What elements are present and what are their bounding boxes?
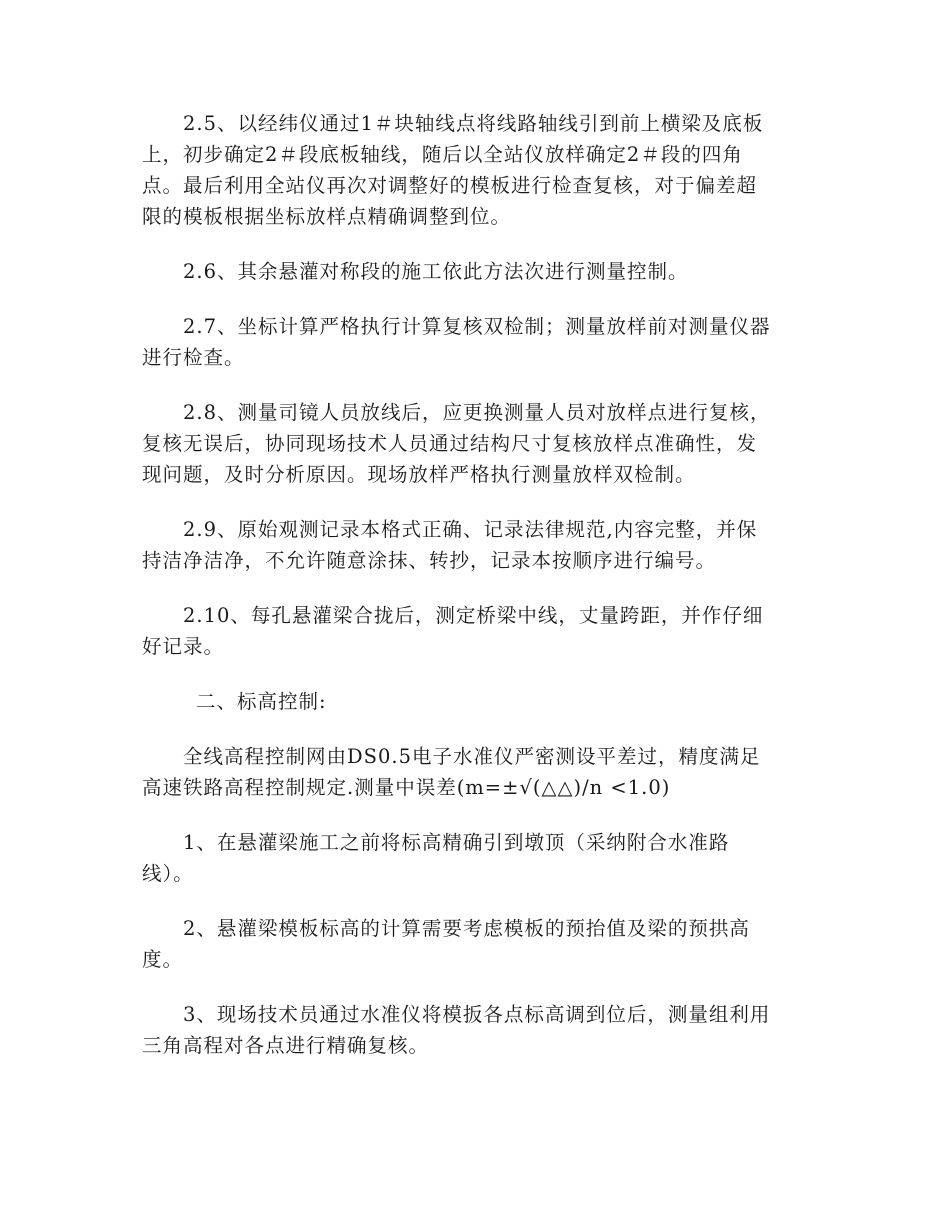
text-line: 全线高程控制网由DS0.5电子水准仪严密测设平差过，精度满足 xyxy=(183,745,761,768)
text-line: 2.7、坐标计算严格执行计算复核双检制；测量放样前对测量仪器 xyxy=(183,315,771,338)
text-line: 2.6、其余悬灌对称段的施工依此方法次进行测量控制。 xyxy=(183,260,689,283)
heading-text: 二、标高控制: xyxy=(196,690,327,713)
text-line: 3、现场技术员通过水准仪将模扳各点标高调到位后，测量组利用 xyxy=(183,1003,771,1026)
text-line: 上，初步确定2＃段底板轴线，随后以全站仪放样确定2＃段的四角 xyxy=(142,143,743,166)
text-line: 2.10、每孔悬灌梁合拢后，测定桥梁中线，丈量跨距，并作仔细 xyxy=(183,604,764,627)
paragraph-2-7 xyxy=(142,311,810,373)
text-line: 线）。 xyxy=(142,862,194,885)
text-line: 好记录。 xyxy=(142,635,225,658)
text-line: 进行检查。 xyxy=(142,346,245,369)
paragraph-item-1 xyxy=(142,827,810,889)
paragraph-2-9 xyxy=(142,514,810,576)
text-line: 2.8、测量司镜人员放线后，应更换测量人员对放样点进行复核， xyxy=(183,401,771,424)
text-line: 2.5、以经纬仪通过1＃块轴线点将线路轴线引到前上横梁及底板 xyxy=(183,112,764,135)
text-line: 复核无误后，协同现场技术人员通过结构尺寸复核放样点准确性，发 xyxy=(142,432,758,455)
text-line: 2、悬灌梁模板标高的计算需要考虑模板的预抬值及梁的预拱高 xyxy=(183,917,750,940)
text-line: 高速铁路高程控制规定.测量中误差(m=±√(△△)/n <1.0) xyxy=(142,776,671,799)
text-line: 限的模板根据坐标放样点精确调整到位。 xyxy=(142,205,512,228)
text-line: 现问题，及时分析原因。现场放样严格执行测量放样双检制。 xyxy=(142,463,696,486)
paragraph-2-8 xyxy=(142,397,810,490)
paragraph-elevation-network xyxy=(142,741,810,803)
text-line: 2.9、原始观测记录本格式正确、记录法律规范,内容完整，并保 xyxy=(183,518,758,541)
text-line: 度。 xyxy=(142,948,184,971)
paragraph-item-2 xyxy=(142,913,810,975)
text-line: 三角高程对各点进行精确复核。 xyxy=(142,1034,430,1057)
document-page xyxy=(142,108,810,1085)
paragraph-item-3 xyxy=(142,999,810,1061)
paragraph-2-6 xyxy=(142,256,810,287)
text-line: 持洁净洁净，不允许随意涂抹、转抄，记录本按顺序进行编号。 xyxy=(142,549,717,572)
paragraph-2-10 xyxy=(142,600,810,662)
section-heading-elevation-control xyxy=(142,686,810,717)
text-line: 点。最后利用全站仪再次对调整好的模板进行检查复核，对于偏差超 xyxy=(142,174,758,197)
paragraph-2-5 xyxy=(142,108,810,232)
text-line: 1、在悬灌梁施工之前将标高精确引到墩顶（采纳附合水准路 xyxy=(183,831,730,854)
